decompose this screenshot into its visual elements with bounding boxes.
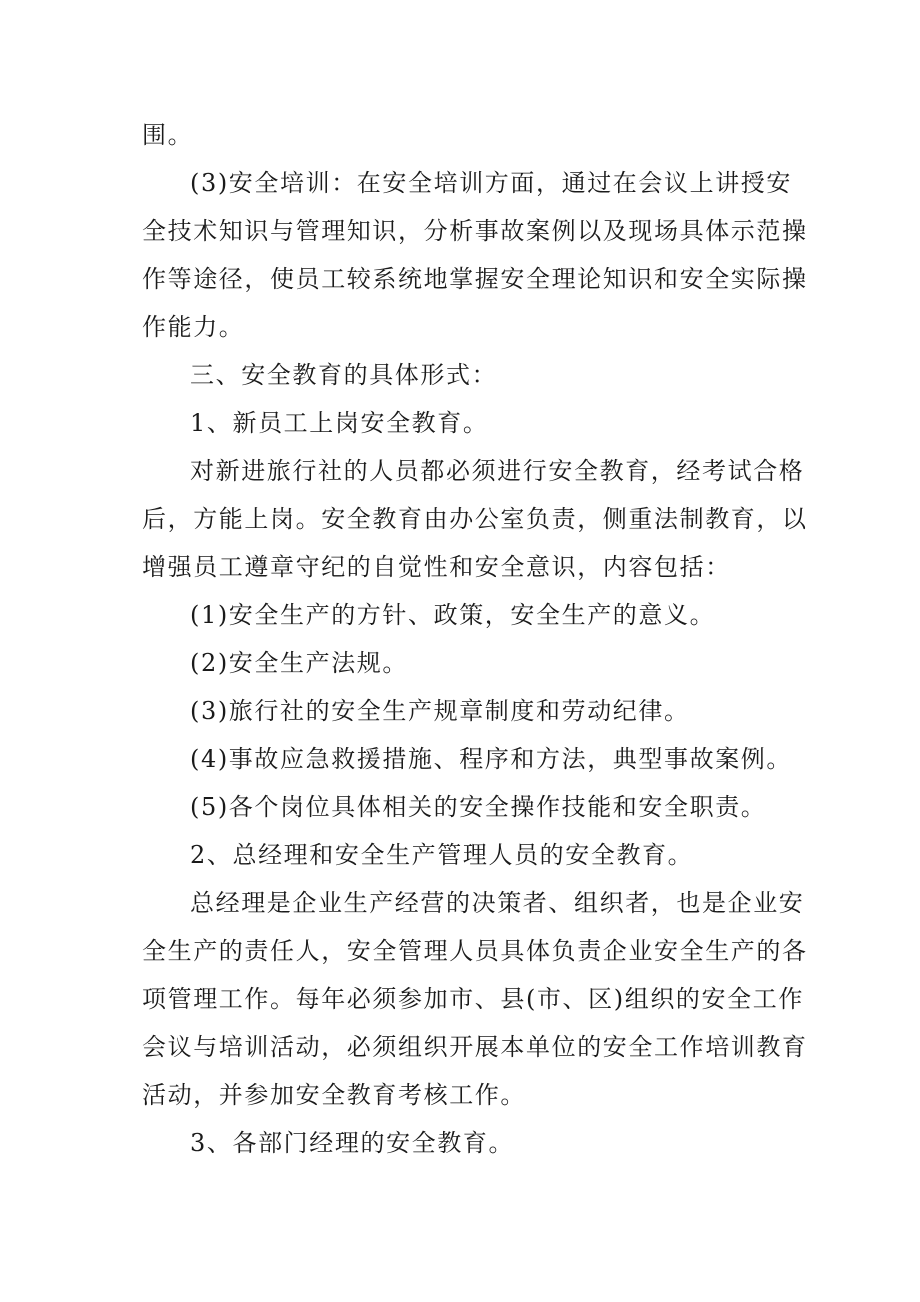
text-line: 全技术知识与管理知识，分析事故案例以及现场具体示范操 — [142, 217, 808, 245]
section-heading: 三、安全教育的具体形式： — [190, 361, 498, 389]
text-line: 项管理工作。每年必须参加市、县(市、区)组织的安全工作 — [142, 985, 804, 1013]
subsection-heading: 1、新员工上岗安全教育。 — [190, 409, 489, 437]
text-line: 围。 — [142, 121, 194, 149]
text-line: 会议与培训活动，必须组织开展本单位的安全工作培训教育 — [142, 1033, 808, 1061]
text-line: 全生产的责任人，安全管理人员具体负责企业安全生产的各 — [142, 937, 808, 965]
text-line: 作等途径，使员工较系统地掌握安全理论知识和安全实际操 — [142, 265, 808, 293]
text-line: 增强员工遵章守纪的自觉性和安全意识，内容包括： — [142, 553, 731, 581]
text-line: (3)安全培训：在安全培训方面，通过在会议上讲授安 — [190, 169, 792, 197]
text-line: 总经理是企业生产经营的决策者、组织者，也是企业安 — [190, 889, 805, 917]
list-item: (3)旅行社的安全生产规章制度和劳动纪律。 — [190, 697, 690, 725]
list-item: (5)各个岗位具体相关的安全操作技能和安全职责。 — [190, 793, 767, 821]
text-line: 作能力。 — [142, 313, 245, 341]
list-item: (1)安全生产的方针、政策，安全生产的意义。 — [190, 601, 716, 629]
subsection-heading: 3、各部门经理的安全教育。 — [190, 1129, 515, 1157]
text-line: 活动，并参加安全教育考核工作。 — [142, 1081, 526, 1109]
subsection-heading: 2、总经理和安全生产管理人员的安全教育。 — [190, 841, 694, 869]
list-item: (4)事故应急救援措施、程序和方法，典型事故案例。 — [190, 745, 792, 773]
list-item: (2)安全生产法规。 — [190, 649, 408, 677]
text-line: 对新进旅行社的人员都必须进行安全教育，经考试合格 — [190, 457, 805, 485]
text-line: 后，方能上岗。安全教育由办公室负责，侧重法制教育，以 — [142, 505, 808, 533]
